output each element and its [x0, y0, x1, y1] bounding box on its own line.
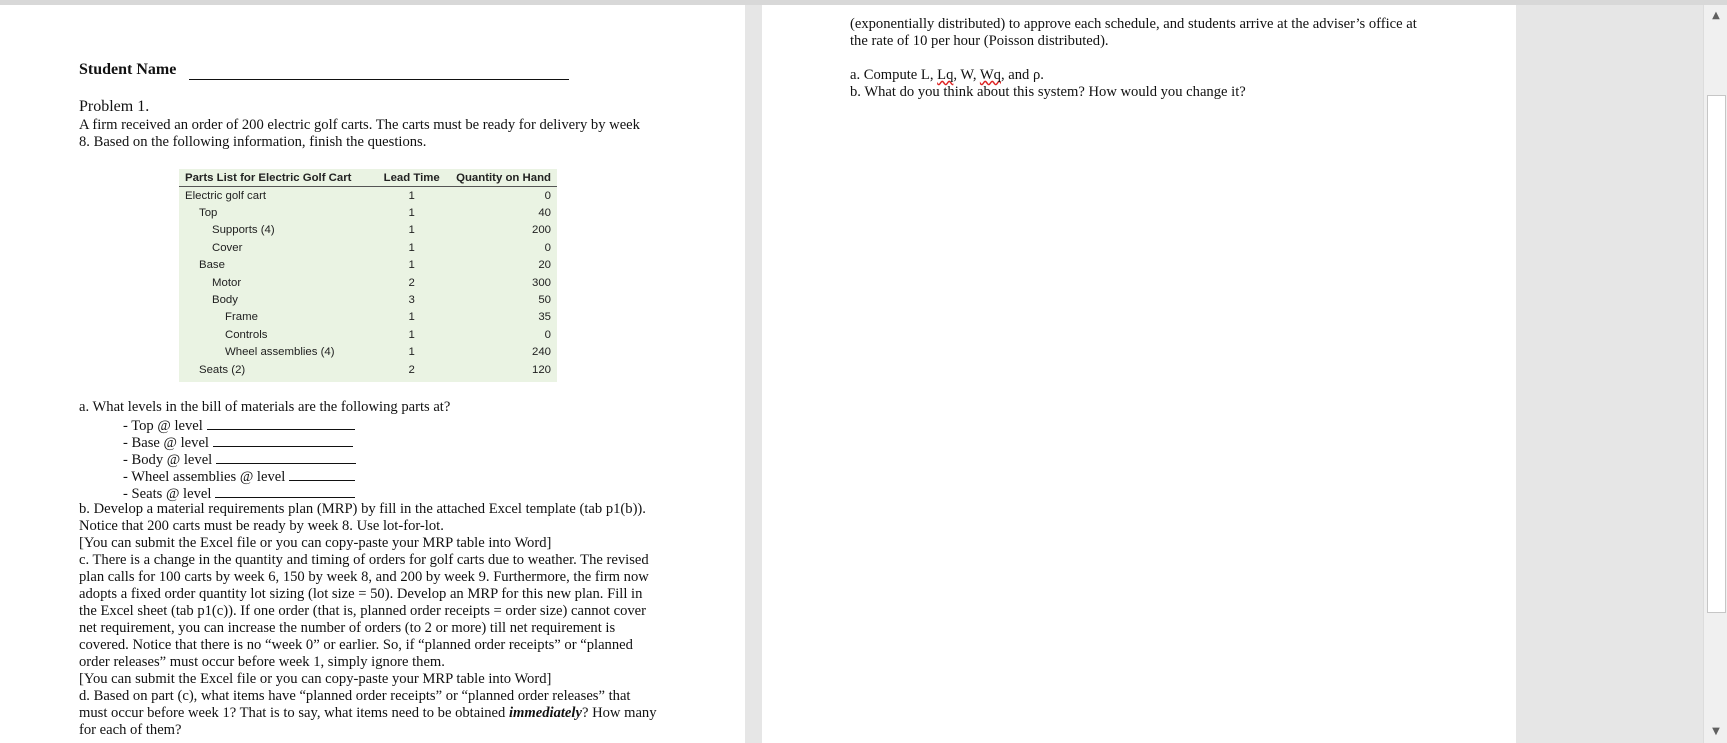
question-c-line: c. There is a change in the quantity and timing of orders for golf carts due to weather. The revised — [79, 552, 649, 568]
qa-item-label: - Wheel assemblies @ level — [123, 469, 286, 485]
question-c-line: covered. Notice that there is no “week 0” or earlier. So, if “planned order receipts” or “planned — [79, 637, 633, 653]
problem-intro-line: A firm received an order of 200 electric golf carts. The carts must be ready for delivery by week — [79, 117, 640, 133]
qa-text: a. Compute L, — [850, 67, 938, 83]
part-cell: Wheel assemblies (4) — [225, 346, 335, 359]
submit-note: [You can submit the Excel file or you can copy-paste your MRP table into Word] — [79, 535, 552, 551]
lead-time-cell: 1 — [408, 346, 415, 359]
lead-time-cell: 3 — [408, 294, 415, 307]
student-name-label: Student Name — [79, 61, 177, 78]
question-b-line: b. Develop a material requirements plan (MRP) by fill in the attached Excel template (tab p1(b)). — [79, 501, 646, 517]
submit-note: [You can submit the Excel file or you can copy-paste your MRP table into Word] — [79, 671, 552, 687]
question-b: b. What do you think about this system? How would you change it? — [850, 84, 1246, 100]
column-header: Parts List for Electric Golf Cart — [179, 169, 375, 187]
problem-intro-line: 8. Based on the following information, finish the questions. — [79, 134, 427, 150]
qd-emphasis: immediately — [508, 705, 582, 721]
quantity-cell: 200 — [531, 224, 551, 237]
qd-text: ? How many — [581, 705, 657, 721]
quantity-cell: 240 — [531, 346, 551, 359]
quantity-cell: 35 — [538, 311, 551, 324]
qa-item-label: - Base @ level — [123, 435, 209, 451]
student-name-blank[interactable] — [189, 79, 569, 80]
parts-list-table — [179, 169, 557, 382]
lead-time-cell: 1 — [408, 241, 415, 254]
part-cell: Top — [199, 207, 218, 220]
quantity-cell: 20 — [538, 259, 551, 272]
question-c-line: plan calls for 100 carts by week 6, 150 by week 8, and 200 by week 9. Furthermore, the firm now — [79, 569, 649, 585]
question-c-line: adopts a fixed order quantity lot sizing (lot size = 50). Develop an MRP for this new plan. Fill in — [79, 586, 643, 602]
lead-time-cell: 2 — [408, 276, 415, 289]
table-row — [179, 291, 557, 308]
problem-text-line: (exponentially distributed) to approve each schedule, and students arrive at the adviser’s office at — [850, 16, 1417, 32]
lead-time-cell: 1 — [408, 311, 415, 324]
question-c-line: the Excel sheet (tab p1(c)). If one order (that is, planned order receipts = order size) cannot cover — [79, 603, 646, 619]
part-cell: Controls — [225, 328, 268, 341]
question-d-line: for each of them? — [79, 722, 182, 738]
lead-time-cell: 1 — [408, 189, 415, 202]
quantity-cell: 120 — [531, 363, 551, 376]
lead-time-cell: 1 — [408, 207, 415, 220]
workspace-background — [1516, 5, 1703, 743]
quantity-cell: 0 — [544, 328, 551, 341]
answer-blank[interactable] — [216, 450, 356, 464]
answer-blank[interactable] — [213, 433, 353, 447]
part-cell: Supports (4) — [212, 224, 275, 237]
wq-symbol: Wq — [979, 67, 1001, 83]
lq-symbol: Lq — [937, 67, 954, 83]
part-cell: Motor — [212, 276, 242, 289]
part-cell: Body — [212, 294, 238, 307]
part-cell: Frame — [225, 311, 258, 324]
scroll-down-icon[interactable]: ▼ — [1712, 726, 1720, 737]
table-row — [179, 326, 557, 343]
page-gutter — [745, 5, 762, 743]
column-header: Lead Time — [375, 169, 449, 187]
quantity-cell: 0 — [544, 241, 551, 254]
table-header-row — [179, 169, 557, 187]
problem-text-line: the rate of 10 per hour (Poisson distributed). — [850, 33, 1109, 49]
question-d-line — [79, 705, 657, 722]
table-row — [179, 257, 557, 274]
table-row — [179, 187, 557, 205]
document-page-right — [762, 5, 1516, 743]
table-row — [179, 239, 557, 256]
vertical-scrollbar[interactable] — [1703, 5, 1727, 743]
qa-text: , W, — [953, 67, 980, 83]
qa-item-label: - Top @ level — [123, 418, 203, 434]
problem-title: Problem 1. — [79, 98, 150, 115]
answer-blank[interactable] — [289, 467, 355, 481]
question-b-line: Notice that 200 carts must be ready by week 8. Use lot-for-lot. — [79, 518, 444, 534]
table-row — [179, 361, 557, 378]
quantity-cell: 50 — [538, 294, 551, 307]
table-row — [179, 274, 557, 291]
lead-time-cell: 1 — [408, 259, 415, 272]
table-row — [179, 204, 557, 221]
lead-time-cell: 2 — [408, 363, 415, 376]
qd-text: must occur before week 1? That is to say, what items need to be obtained — [79, 705, 509, 721]
qa-text: , and ρ. — [1000, 67, 1044, 83]
question-a-compute — [850, 67, 1044, 84]
part-cell: Cover — [212, 241, 243, 254]
lead-time-cell: 1 — [408, 328, 415, 341]
part-cell: Electric golf cart — [185, 189, 267, 202]
scrollbar-thumb[interactable] — [1707, 95, 1726, 613]
quantity-cell: 300 — [531, 276, 551, 289]
qa-item-label: - Body @ level — [123, 452, 213, 468]
answer-blank[interactable] — [207, 416, 355, 430]
qa-item-label: - Seats @ level — [123, 486, 212, 502]
lead-time-cell: 1 — [408, 224, 415, 237]
column-header: Quantity on Hand — [449, 169, 557, 187]
table-row — [179, 309, 557, 326]
quantity-cell: 40 — [538, 207, 551, 220]
quantity-cell: 0 — [544, 189, 551, 202]
part-cell: Seats (2) — [199, 363, 246, 376]
question-d-line: d. Based on part (c), what items have “planned order receipts” or “planned order releases” that — [79, 688, 631, 704]
answer-blank[interactable] — [215, 484, 355, 498]
scroll-up-icon[interactable]: ▲ — [1712, 10, 1720, 21]
question-a: a. What levels in the bill of materials are the following parts at? — [79, 399, 451, 415]
question-c-line: net requirement, you can increase the number of orders (to 2 or more) till net requirement is — [79, 620, 616, 636]
document-page-left — [0, 5, 745, 743]
question-c-line: order releases” must occur before week 1, simply ignore them. — [79, 654, 445, 670]
table-row — [179, 344, 557, 361]
part-cell: Base — [199, 259, 225, 272]
table-row — [179, 222, 557, 239]
